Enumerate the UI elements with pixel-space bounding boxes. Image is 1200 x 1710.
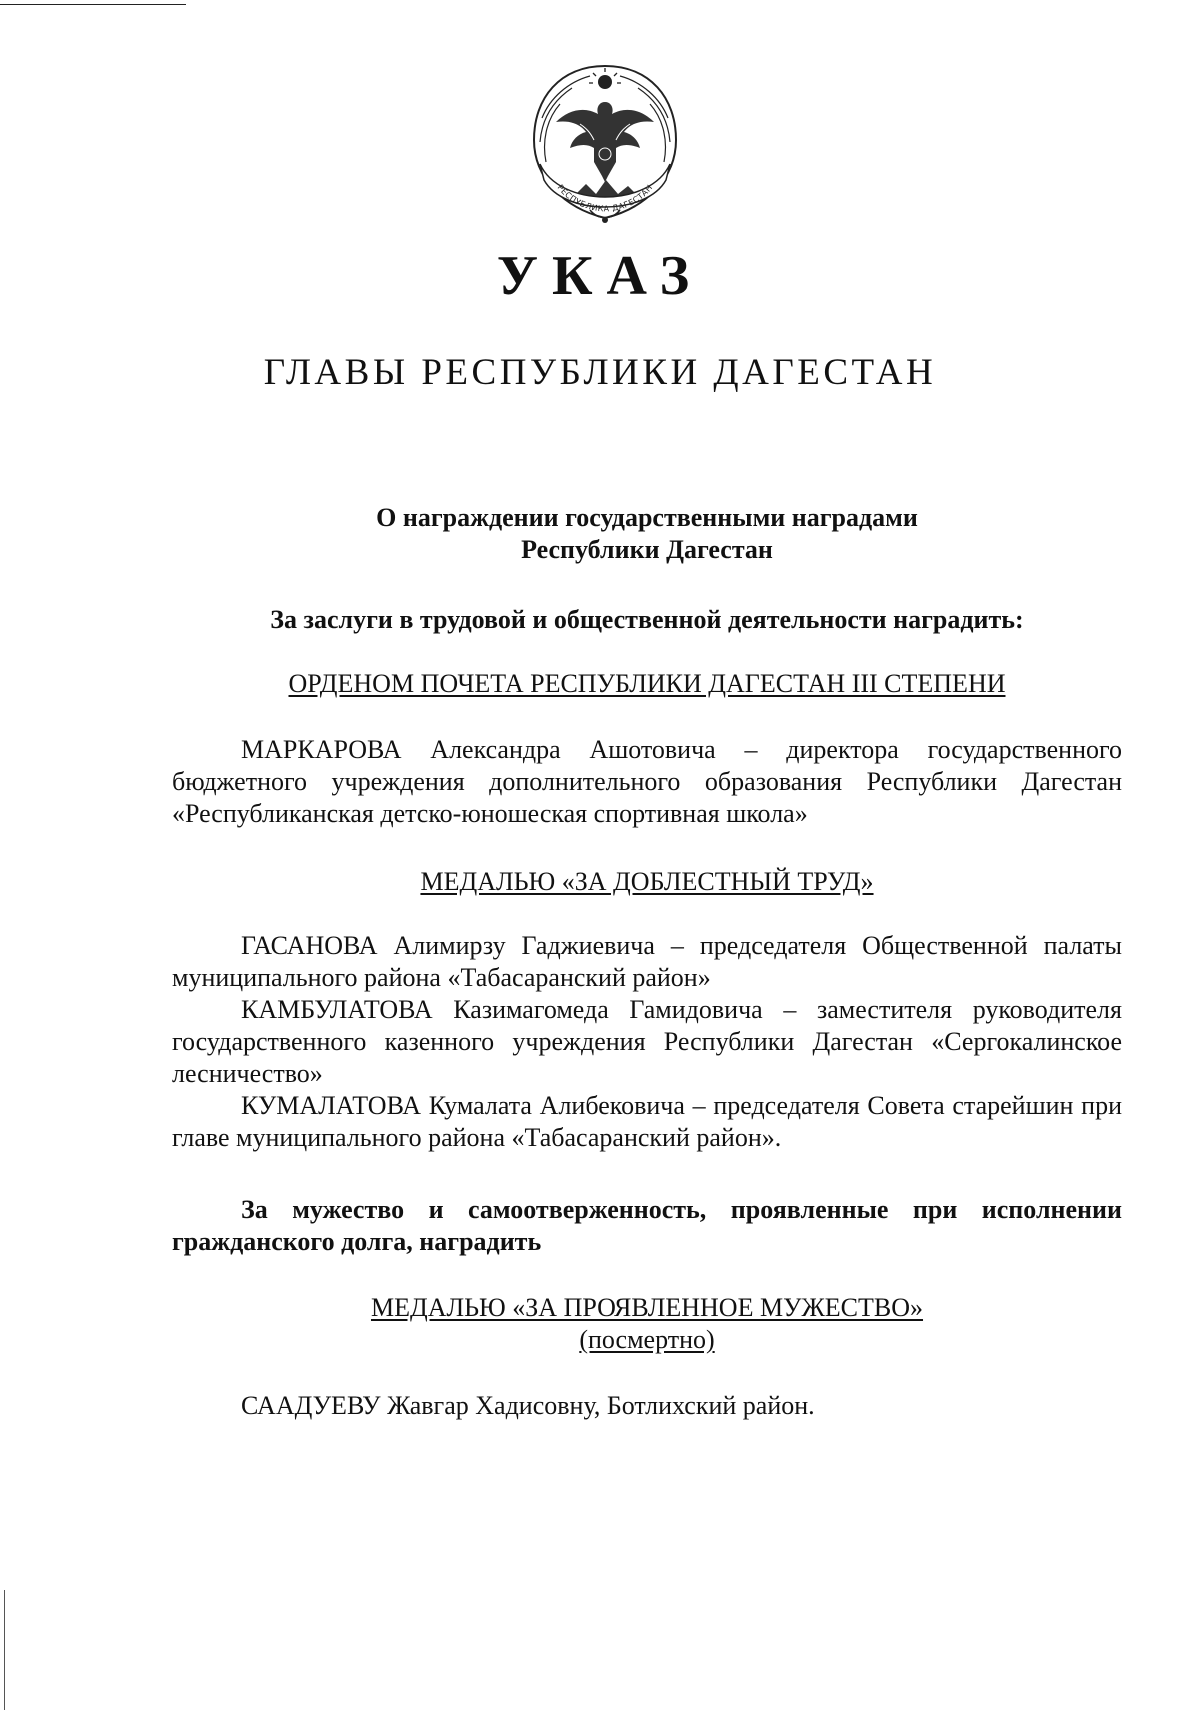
award-title <box>172 866 1122 898</box>
decree-heading-line: Республики Дагестан <box>521 535 773 564</box>
award-title-text: МЕДАЛЬЮ «ЗА ПРОЯВЛЕННОЕ МУЖЕСТВО» <box>370 1293 924 1322</box>
award-recipient: КУМАЛАТОВА Кумалата Алибековича – председателя Совета старейшин при главе муниципального района «Табасаранский район». <box>172 1091 1122 1152</box>
award-title-text: МЕДАЛЬЮ «ЗА ДОБЛЕСТНЫЙ ТРУД» <box>420 867 874 896</box>
decree-heading-line: О награждении государственными наградами <box>376 503 918 532</box>
scan-edge-line <box>4 1590 5 1710</box>
decree-subtitle: ГЛАВЫ РЕСПУБЛИКИ ДАГЕСТАН <box>263 352 937 393</box>
award-recipient: ГАСАНОВА Алимирзу Гаджиевича – председателя Общественной палаты муниципального района «Табасаранский район» <box>172 931 1122 992</box>
award-note: (посмертно) <box>579 1325 715 1354</box>
award-recipient: МАРКАРОВА Александра Ашотовича – директора государственного бюджетного учреждения дополнительного образования Республики Дагестан «Республиканская детско-юношеская спортивная школа» <box>172 735 1122 828</box>
award-intro: За заслуги в трудовой и общественной деятельности наградить: <box>270 605 1024 634</box>
award-title-text: ОРДЕНОМ ПОЧЕТА РЕСПУБЛИКИ ДАГЕСТАН III СТЕПЕНИ <box>288 669 1006 698</box>
award-title <box>172 668 1122 700</box>
dagestan-coat-of-arms-icon <box>520 58 690 230</box>
decree-title: УКАЗ <box>496 245 704 307</box>
award-recipient: КАМБУЛАТОВА Казимагомеда Гамидовича – заместителя руководителя государственного казенного учреждения Республики Дагестан «Сергокалинское лесничество» <box>172 995 1122 1088</box>
award-intro: За мужество и самоотверженность, проявленные при исполнении гражданского долга, наградить <box>172 1195 1122 1256</box>
decree-heading <box>172 502 1122 566</box>
scan-edge-line <box>0 4 186 5</box>
award-recipient: СААДУЕВУ Жавгар Хадисовну, Ботлихский район. <box>241 1391 815 1420</box>
award-title <box>172 1292 1122 1356</box>
emblem-ribbon-text: РЕСПУБЛИКА ДАГЕСТАН <box>555 182 655 214</box>
